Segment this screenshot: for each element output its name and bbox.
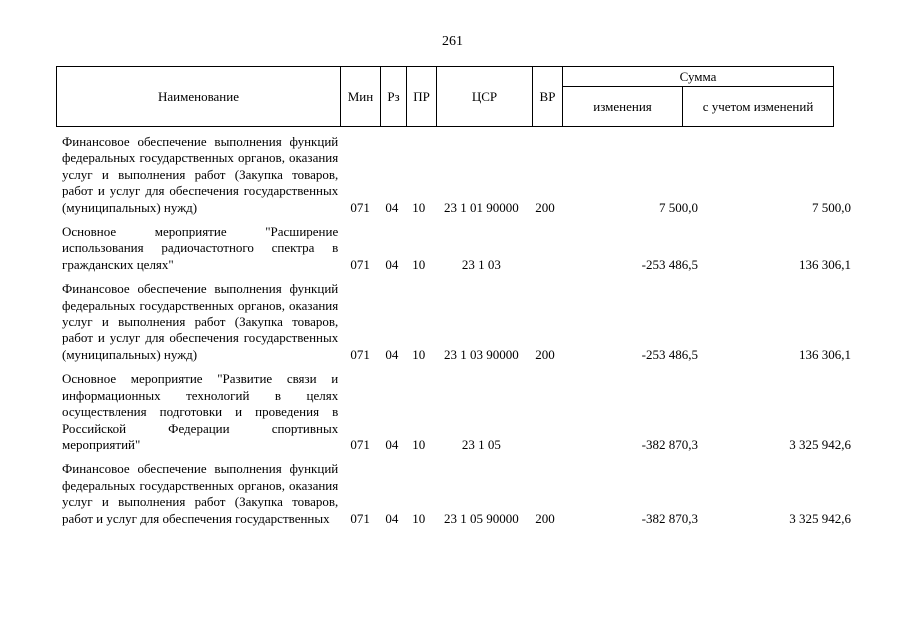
row-min: 071	[350, 199, 370, 215]
row-changes: -382 870,3	[641, 510, 698, 526]
row-total: 136 306,1	[799, 256, 852, 272]
table-row	[56, 461, 851, 527]
row-name: Финансовое обеспечение выполнения функций федеральных государственных органов, оказания услуг и выполнения работ (Закупка товаров, работ и услуг для обеспечения государственных	[62, 461, 339, 526]
table-body	[56, 134, 851, 535]
row-total: 7 500,0	[812, 199, 852, 215]
table-row	[56, 281, 851, 363]
header-rz: Рз	[381, 67, 407, 127]
row-csr: 23 1 05	[461, 436, 501, 452]
row-total: 3 325 942,6	[789, 436, 852, 452]
row-pr: 10	[412, 346, 426, 362]
row-csr: 23 1 01 90000	[443, 199, 519, 215]
row-csr: 23 1 05 90000	[443, 510, 519, 526]
row-min: 071	[350, 436, 370, 452]
header-summa: Сумма	[563, 67, 834, 87]
row-name: Основное мероприятие "Расширение использования радиочастотного спектра в гражданских целях"	[62, 224, 339, 272]
row-min: 071	[350, 510, 370, 526]
page-number: 261	[442, 34, 463, 49]
row-rz: 04	[385, 346, 399, 362]
row-vr: 200	[535, 346, 555, 362]
row-name: Основное мероприятие "Развитие связи и информационных технологий в целях осуществления подготовки и проведения в Российской Федерации спортивных мероприятий"	[62, 371, 339, 452]
row-changes: 7 500,0	[658, 199, 698, 215]
row-pr: 10	[412, 199, 426, 215]
header-min: Мин	[341, 67, 381, 127]
row-csr: 23 1 03	[461, 256, 501, 272]
row-min: 071	[350, 256, 370, 272]
header-changes: изменения	[563, 87, 683, 127]
row-rz: 04	[385, 199, 399, 215]
row-rz: 04	[385, 256, 399, 272]
table-header	[56, 66, 834, 127]
row-pr: 10	[412, 256, 426, 272]
row-name: Финансовое обеспечение выполнения функций федеральных государственных органов, оказания услуг и выполнения работ (Закупка товаров, работ и услуг для обеспечения государственных (муниципальных) нужд)	[62, 281, 339, 362]
row-vr: 200	[535, 199, 555, 215]
table-row	[56, 371, 851, 453]
row-min: 071	[350, 346, 370, 362]
row-total: 136 306,1	[799, 346, 852, 362]
row-csr: 23 1 03 90000	[443, 346, 519, 362]
row-vr: 200	[535, 510, 555, 526]
row-pr: 10	[412, 510, 426, 526]
header-with-changes: с учетом изменений	[683, 87, 834, 127]
row-changes: -382 870,3	[641, 436, 698, 452]
row-changes: -253 486,5	[641, 346, 698, 362]
header-name: Наименование	[57, 67, 341, 127]
table-row	[56, 134, 851, 216]
header-csr: ЦСР	[437, 67, 533, 127]
row-pr: 10	[412, 436, 426, 452]
row-rz: 04	[385, 510, 399, 526]
row-rz: 04	[385, 436, 399, 452]
row-changes: -253 486,5	[641, 256, 698, 272]
row-total: 3 325 942,6	[789, 510, 852, 526]
table-row	[56, 224, 851, 273]
row-name: Финансовое обеспечение выполнения функций федеральных государственных органов, оказания услуг и выполнения работ (Закупка товаров, работ и услуг для обеспечения государственных (муниципальных) нужд)	[62, 134, 339, 215]
header-pr: ПР	[407, 67, 437, 127]
header-vr: ВР	[533, 67, 563, 127]
